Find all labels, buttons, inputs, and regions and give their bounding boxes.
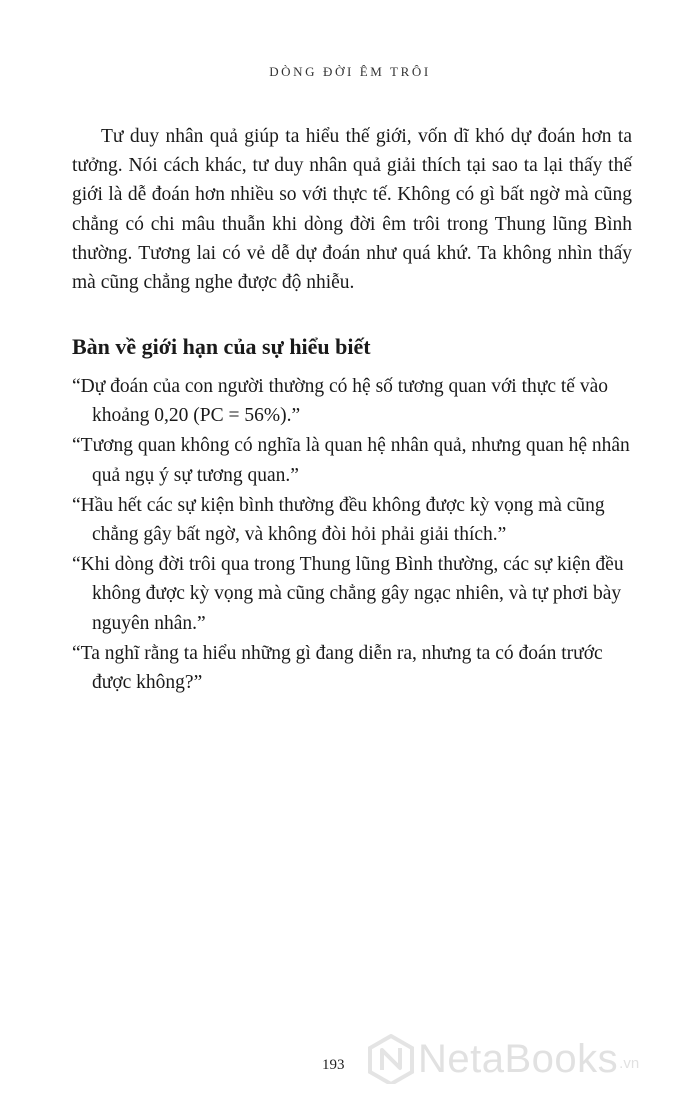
watermark-suffix: .vn [619, 1055, 640, 1072]
quote-list [72, 372, 632, 698]
watermark [368, 1034, 639, 1084]
quote-item: “Ta nghĩ rằng ta hiểu những gì đang diễn ra, nhưng ta có đoán trước được không?” [72, 642, 603, 694]
running-head: DÒNG ĐỜI ÊM TRÔI [269, 64, 431, 79]
page-number: 193 [322, 1057, 345, 1073]
section-heading: Bàn về giới hạn của sự hiểu biết [72, 334, 371, 359]
netabooks-logo-icon [368, 1034, 414, 1084]
quote-item: “Tương quan không có nghĩa là quan hệ nhân quả, nhưng quan hệ nhân quả ngụ ý sự tương quan.” [72, 435, 630, 486]
quote-item: “Khi dòng đời trôi qua trong Thung lũng Bình thường, các sự kiện đều không được kỳ vọng mà cũng chẳng gây ngạc nhiên, và tự phơi bày nguyên nhân.” [72, 554, 624, 634]
watermark-brand: NetaBooks [418, 1036, 619, 1081]
quote-item: “Hầu hết các sự kiện bình thường đều không được kỳ vọng mà cũng chẳng gây bất ngờ, và không đòi hỏi phải giải thích.” [72, 494, 605, 546]
quote-item: “Dự đoán của con người thường có hệ số tương quan với thực tế vào khoảng 0,20 (PC = 56%).” [72, 376, 608, 427]
body-paragraph: Tư duy nhân quả giúp ta hiểu thế giới, vốn dĩ khó dự đoán hơn ta tưởng. Nói cách khác, tư duy nhân quả giải thích tại sao ta lại thấy thế giới là dễ đoán hơn nhiều so với thực tế. Không có gì bất ngờ mà cũng chẳng có chi mâu thuẫn khi dòng đời êm trôi trong Thung lũng Bình thường. Tương lai có vẻ dễ dự đoán như quá khứ. Ta không nhìn thấy mà cũng chẳng nghe được độ nhiễu. [72, 126, 632, 294]
